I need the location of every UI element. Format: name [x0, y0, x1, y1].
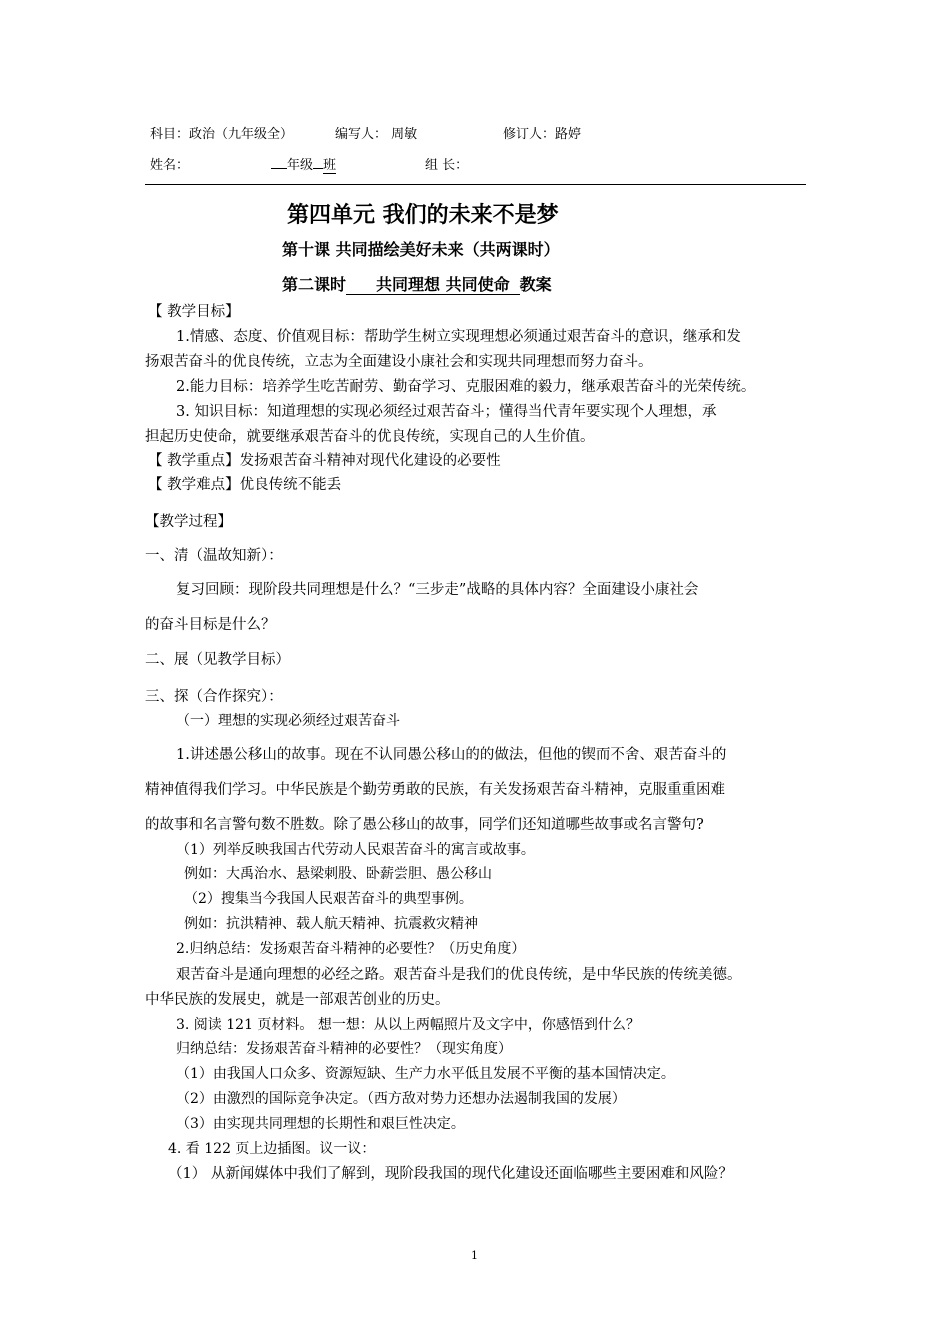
header-divider — [145, 184, 806, 185]
body-line: （1） 从新闻媒体中我们了解到，现阶段我国的现代化建设还面临哪些主要困难和风险？ — [168, 1166, 733, 1182]
period-title — [282, 272, 552, 295]
process-heading: 【教学过程】 — [145, 514, 232, 530]
body-line: 1.讲述愚公移山的故事。现在不认同愚公移山的的做法，但他的锲而不舍、艰苦奋斗的 — [176, 747, 727, 763]
grade-field — [271, 154, 336, 174]
body-line: 2.能力目标：培养学生吃苦耐劳、勤奋学习、克服困难的毅力，继承艰苦奋斗的光荣传统。 — [176, 379, 756, 395]
reviser-label: 修订人：路婷 — [503, 127, 582, 142]
body-line: 4. 看 122 页上边插图。议一议： — [168, 1141, 376, 1157]
body-line: （1）由我国人口众多、资源短缺、生产力水平低且发展不平衡的基本国情决定。 — [176, 1066, 675, 1082]
body-line: 3. 知识目标：知道理想的实现必须经过艰苦奋斗；懂得当代青年要实现个人理想，承 — [176, 404, 717, 420]
body-line: 例如：大禹治水、悬梁刺股、卧薪尝胆、愚公移山 — [184, 866, 492, 882]
body-line: 扬艰苦奋斗的优良传统，立志为全面建设小康社会和实现共同理想而努力奋斗。 — [145, 354, 653, 370]
body-line: （2）搜集当今我国人民艰苦奋斗的典型事例。 — [184, 891, 473, 907]
body-line: 1.情感、态度、价值观目标：帮助学生树立实现理想必须通过艰苦奋斗的意识，继承和发 — [176, 329, 741, 345]
section-heading: 二、展（见教学目标） — [145, 652, 290, 668]
page-number: 1 — [471, 1249, 478, 1262]
unit-title: 第四单元 我们的未来不是梦 — [287, 203, 559, 228]
body-line: 例如：抗洪精神、载人航天精神、抗震救灾精神 — [184, 916, 478, 932]
grade-label: 年级 — [287, 158, 314, 173]
body-line: 复习回顾：现阶段共同理想是什么？“三步走”战略的具体内容？全面建设小康社会 — [176, 582, 699, 598]
goals-heading: 【 教学目标】 — [148, 304, 240, 320]
period-label: 第二课时 — [282, 275, 347, 294]
body-line: （2）由激烈的国际竞争决定。（西方敌对势力还想办法遏制我国的发展） — [176, 1091, 626, 1107]
author-label: 编写人： 周敏 — [335, 127, 418, 142]
subsection-heading: （一）理想的实现必须经过艰苦奋斗 — [176, 713, 400, 729]
body-line: （1）列举反映我国古代劳动人民艰苦奋斗的寓言或故事。 — [176, 842, 535, 858]
leader-label: 组 长： — [425, 158, 469, 173]
body-line: 归纳总结：发扬艰苦奋斗精神的必要性？（现实角度） — [176, 1041, 512, 1057]
body-line: （3）由实现共同理想的长期性和艰巨性决定。 — [176, 1116, 465, 1132]
body-line: 艰苦奋斗是通向理想的必经之路。艰苦奋斗是我们的优良传统，是中华民族的传统美德。 — [176, 967, 742, 983]
body-line: 3. 阅读 121 页材料。 想一想：从以上两幅照片及文字中，你感悟到什么？ — [176, 1017, 640, 1033]
lesson-title: 第十课 共同描绘美好未来（共两课时） — [282, 240, 560, 259]
plan-label: 教案 — [519, 275, 552, 294]
body-line: 精神值得我们学习。中华民族是个勤劳勇敢的民族，有关发扬艰苦奋斗精神，克服重重困难 — [145, 782, 725, 798]
section-heading: 三、探（合作探究）： — [145, 689, 283, 705]
body-line: 中华民族的发展史，就是一部艰苦创业的历史。 — [145, 992, 450, 1008]
section-heading: 一、清（温故知新）： — [145, 548, 283, 564]
name-label: 姓名： — [150, 158, 190, 173]
difficult-point: 【 教学难点】优良传统不能丢 — [148, 477, 342, 493]
subject-label: 科目：政治（九年级全） — [150, 127, 294, 142]
body-line: 的奋斗目标是什么？ — [145, 617, 276, 633]
body-line: 的故事和名言警句数不胜数。除了愚公移山的故事，同学们还知道哪些故事或名言警句? — [145, 817, 704, 833]
key-point: 【 教学重点】发扬艰苦奋斗精神对现代化建设的必要性 — [148, 453, 501, 469]
topic-label: 共同理想 共同使命 — [346, 276, 520, 295]
body-line: 担起历史使命，就要继承艰苦奋斗的优良传统，实现自己的人生价值。 — [145, 429, 595, 445]
class-label: 班 — [323, 158, 337, 173]
body-line: 2.归纳总结：发扬艰苦奋斗精神的必要性？（历史角度） — [176, 941, 526, 957]
